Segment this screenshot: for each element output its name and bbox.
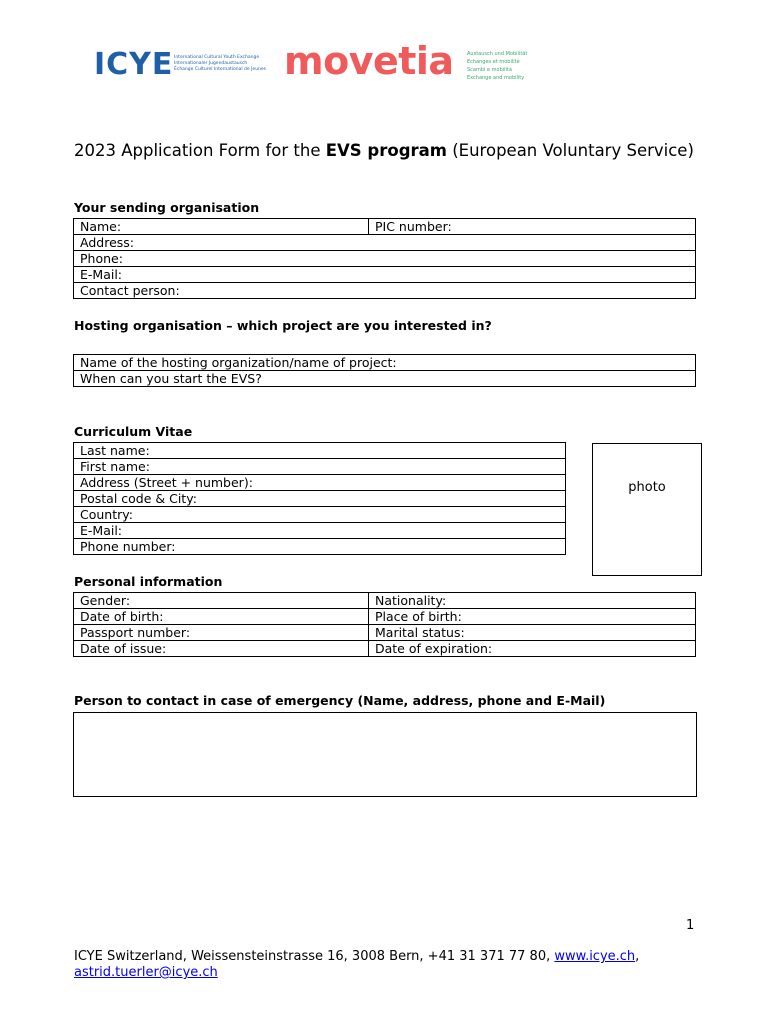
- nationality-field[interactable]: Nationality:: [369, 593, 696, 609]
- title-prefix: 2023 Application Form for the: [74, 141, 326, 160]
- footer-address: ICYE Switzerland, Weissensteinstrasse 16, 3008 Bern, +41 31 371 77 80,: [74, 949, 555, 964]
- cv-postal-city-field[interactable]: Postal code & City:: [74, 491, 566, 507]
- sending-organisation-table: [73, 218, 696, 299]
- icye-tagline-line: Internationaler Jugendaustausch: [174, 61, 248, 66]
- cv-phone-field[interactable]: Phone number:: [74, 539, 566, 555]
- date-of-expiration-field[interactable]: Date of expiration:: [369, 641, 696, 657]
- movetia-tagline-line: Exchange and mobility: [467, 75, 525, 81]
- hosting-organisation-heading: Hosting organisation – which project are you interested in?: [74, 318, 492, 333]
- icye-tagline-line: International Cultural Youth Exchange: [174, 55, 260, 60]
- footer-comma: ,: [635, 949, 640, 964]
- sending-name-field[interactable]: Name:: [74, 219, 369, 235]
- movetia-logo: movetia: [284, 39, 454, 83]
- hosting-start-field[interactable]: When can you start the EVS?: [74, 371, 696, 387]
- emergency-heading: Person to contact in case of emergency (Name, address, phone and E-Mail): [74, 693, 606, 708]
- sending-contact-field[interactable]: Contact person:: [74, 283, 696, 299]
- footer-website-link[interactable]: www.icye.ch: [554, 949, 636, 964]
- cv-last-name-field[interactable]: Last name:: [74, 443, 566, 459]
- icye-tagline: [174, 55, 279, 73]
- cv-first-name-field[interactable]: First name:: [74, 459, 566, 475]
- footer-email-link[interactable]: astrid.tuerler@icye.ch: [74, 965, 218, 980]
- personal-info-table: [73, 592, 696, 657]
- gender-field[interactable]: Gender:: [74, 593, 369, 609]
- sending-pic-field[interactable]: PIC number:: [369, 219, 696, 235]
- cv-country-field[interactable]: Country:: [74, 507, 566, 523]
- movetia-tagline-line: Echanges et mobilité: [467, 59, 520, 65]
- cv-table: [73, 442, 566, 555]
- photo-box[interactable]: [592, 443, 702, 576]
- date-of-issue-field[interactable]: Date of issue:: [74, 641, 369, 657]
- movetia-tagline-line: Scambi e mobilità: [467, 67, 512, 73]
- cv-heading: Curriculum Vitae: [74, 424, 193, 439]
- hosting-project-field[interactable]: Name of the hosting organization/name of project:: [74, 355, 696, 371]
- sending-organisation-heading: Your sending organisation: [74, 200, 260, 215]
- sending-phone-field[interactable]: Phone:: [74, 251, 696, 267]
- hosting-organisation-table: [73, 354, 696, 387]
- cv-email-field[interactable]: E-Mail:: [74, 523, 566, 539]
- title-program: EVS program: [325, 141, 447, 160]
- emergency-contact-box[interactable]: [73, 712, 697, 797]
- passport-number-field[interactable]: Passport number:: [74, 625, 369, 641]
- cv-address-field[interactable]: Address (Street + number):: [74, 475, 566, 491]
- icye-logo: ICYE: [94, 47, 174, 82]
- movetia-tagline: [467, 50, 547, 82]
- page-number: 1: [686, 918, 695, 933]
- page-title: [74, 141, 694, 160]
- sending-address-field[interactable]: Address:: [74, 235, 696, 251]
- personal-info-heading: Personal information: [74, 574, 223, 589]
- date-of-birth-field[interactable]: Date of birth:: [74, 609, 369, 625]
- footer: [74, 949, 639, 981]
- marital-status-field[interactable]: Marital status:: [369, 625, 696, 641]
- title-suffix: (European Voluntary Service): [446, 141, 694, 160]
- sending-email-field[interactable]: E-Mail:: [74, 267, 696, 283]
- icye-tagline-line: Échange Culturel International de Jeunes: [174, 67, 267, 72]
- photo-label: photo: [628, 480, 666, 495]
- movetia-tagline-line: Austausch und Mobilität: [467, 51, 528, 57]
- place-of-birth-field[interactable]: Place of birth:: [369, 609, 696, 625]
